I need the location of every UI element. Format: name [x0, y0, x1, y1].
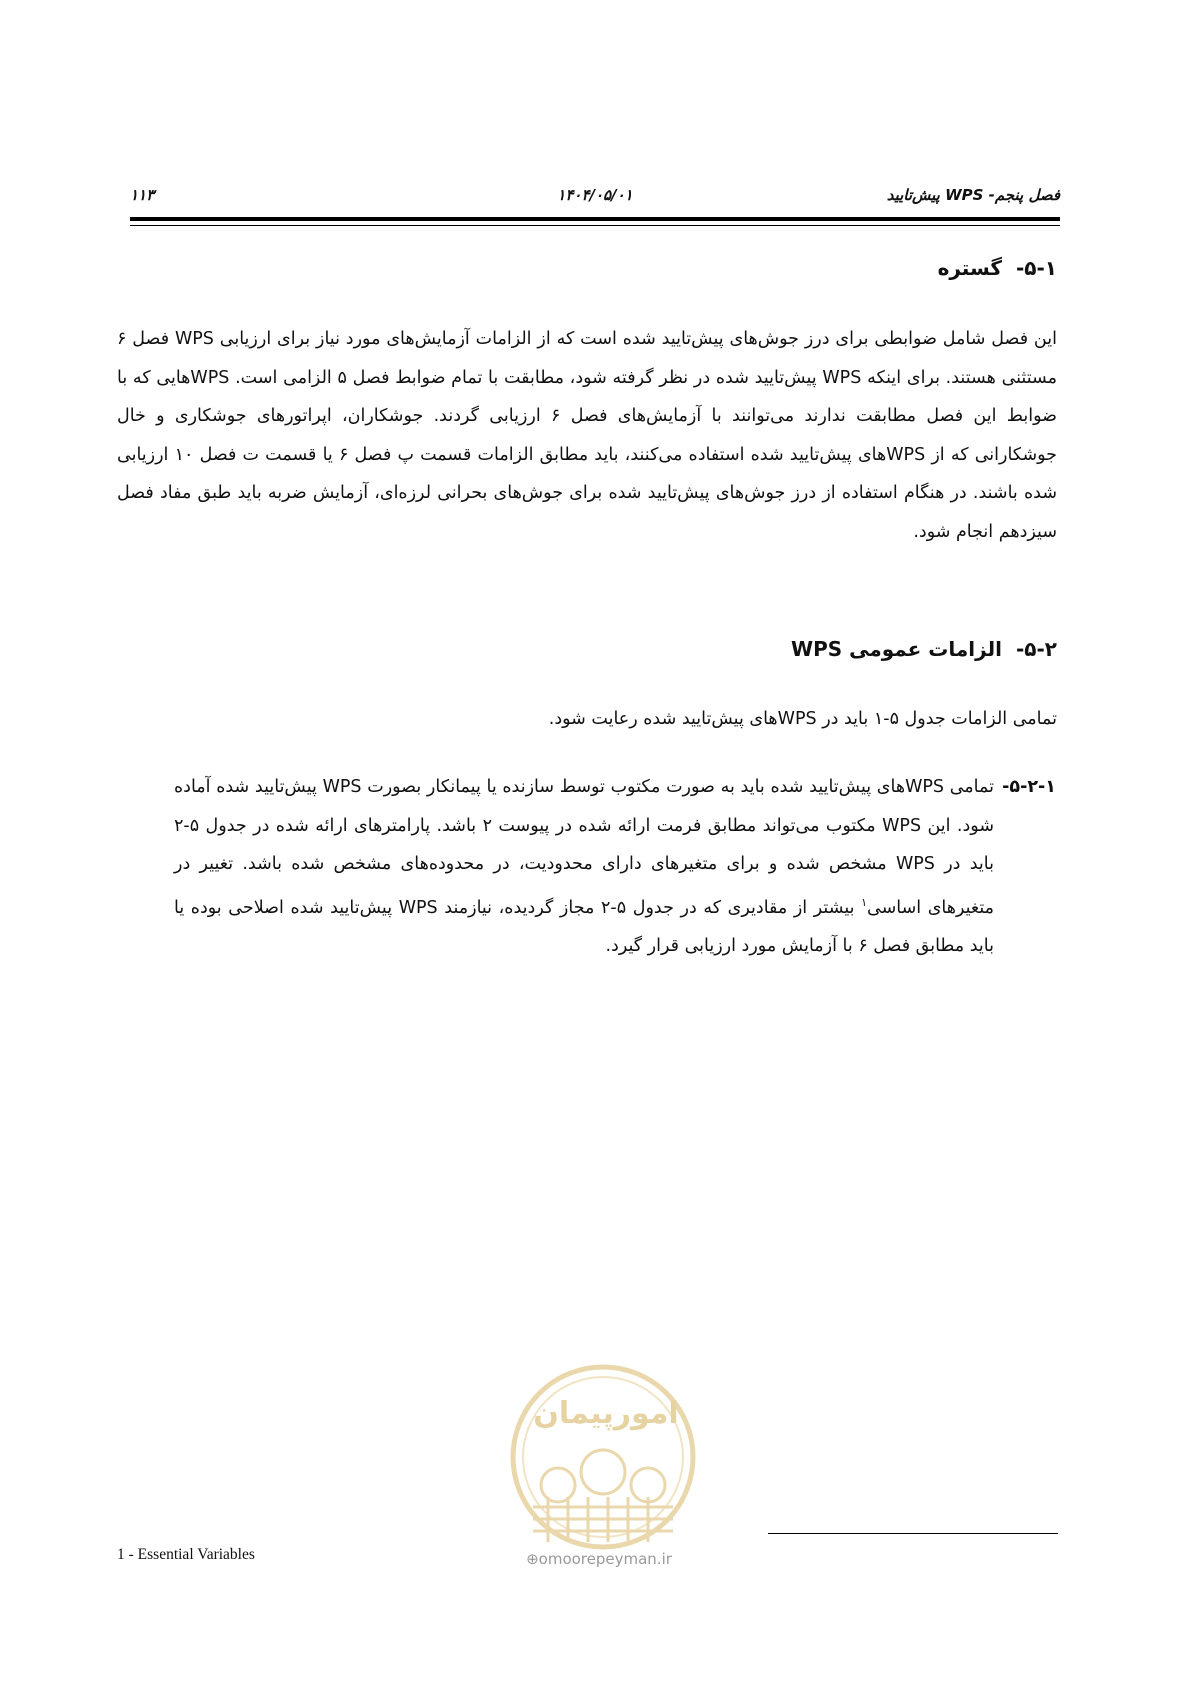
- section-heading-5-2: [791, 637, 1057, 661]
- footnote-reference[interactable]: ۱: [861, 895, 867, 909]
- section-number: ۵-۱-: [1015, 256, 1057, 280]
- section-heading-5-1: [938, 256, 1057, 280]
- header-rule-thin: [130, 225, 1060, 226]
- page-number: ۱۱۳: [130, 186, 155, 204]
- chapter-title: فصل پنجم- WPS پیش‌تایید: [886, 186, 1060, 204]
- clause-text: [174, 768, 994, 965]
- section-title: گستره: [937, 256, 1002, 280]
- paragraph: این فصل شامل ضوابطی برای درز جوش‌های پیش‌تایید شده است که از الزامات آزمایش‌های مورد نیاز برای ارزیابی WPS فصل ۶ مستثنی هستند. برای اینکه WPS پیش‌تایید شده در نظر گرفته شود، مطابقت با تمام ضوابط فصل ۵ الزامی است. WPSهایی که با ضوابط این فصل مطابقت ندارند می‌توانند با آزمایش‌های فصل ۶ ارزیابی گردند. جوشکاران، اپراتورهای جوشکاری و خال جوشکارانی که از WPSهای پیش‌تایید شده استفاده می‌کنند، باید مطابق الزامات قسمت پ فصل ۶ یا قسمت ت فصل ۱۰ ارزیابی شده باشند. در هنگام استفاده از درز جوش‌های پیش‌تایید شده برای جوش‌های بحرانی لرزه‌ای، آزمایش ضربه باید طبق مفاد فصل سیزدهم انجام شود.: [117, 329, 1058, 542]
- section-title: الزامات عمومی WPS: [791, 637, 1002, 661]
- header-date: ۱۴۰۴/۰۵/۰۱: [557, 186, 633, 204]
- watermark-logo-text: امورپیمان: [533, 1396, 679, 1431]
- watermark-url: ⊕omoorepeyman.ir: [526, 1550, 672, 1568]
- footnote-text: 1 - Essential Variables: [117, 1546, 255, 1563]
- header-rule-thick: [130, 217, 1060, 221]
- clause-number: ۵-۲-۱-: [1002, 777, 1056, 797]
- clause-text-part-1: تمامی WPSهای پیش‌تایید شده باید به صورت مکتوب توسط سازنده یا پیمانکار بصورت WPS پیش‌تایید شده آماده شود. این WPS مکتوب می‌تواند مطابق فرمت ارائه شده در پیوست ۲ باشد. پارامترهای ارائه شده در جدول ۵-۲ باید در WPS مشخص شده و برای متغیرهای دارای محدودیت، در محدوده‌های مشخص شده باشد. تغییر در متغیرهای اساسی: [174, 777, 995, 918]
- running-header: [130, 186, 1060, 212]
- clause-text-part-2: بیشتر از مقادیری که در جدول ۵-۲ مجاز گردیده، نیازمند WPS پیش‌تایید شده اصلاحی بوده یا باید مطابق فصل ۶ با آزمایش مورد ارزیابی قرار گیرد.: [174, 897, 994, 956]
- section-body-5-2: تمامی الزامات جدول ۵-۱ باید در WPSهای پیش‌تایید شده رعایت شود.: [548, 709, 1057, 729]
- watermark-logo: [488, 1357, 718, 1557]
- footnote-rule: [768, 1533, 1058, 1534]
- globe-icon: ⊕: [526, 1550, 539, 1568]
- section-number: ۵-۲-: [1015, 637, 1057, 661]
- section-body-5-1: [117, 320, 1057, 551]
